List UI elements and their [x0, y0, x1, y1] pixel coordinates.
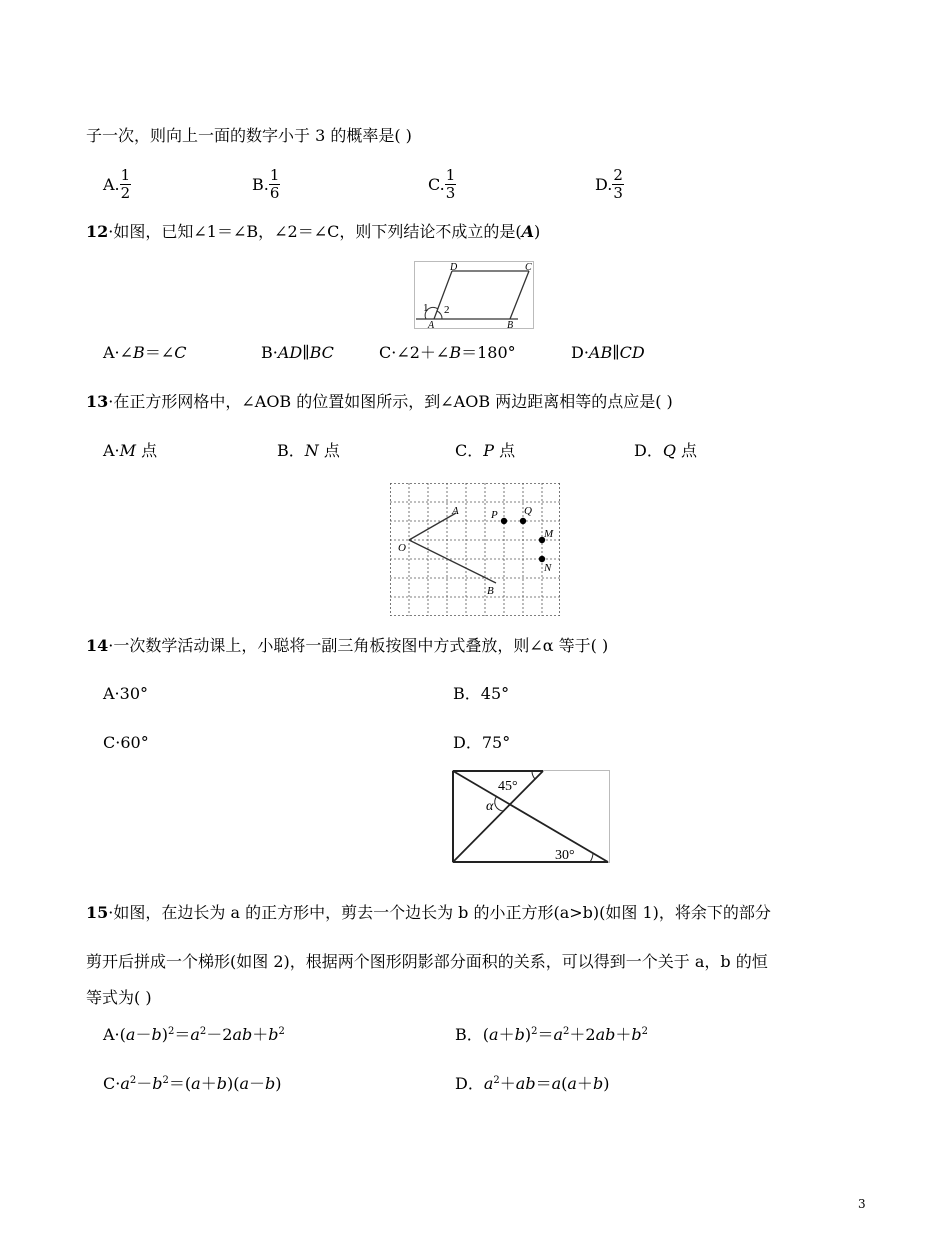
q14-triangles-figure [452, 770, 610, 863]
q13-option-c: C．P 点 [455, 441, 516, 460]
svg-text:O: O [398, 542, 406, 554]
q15-option-b: B．$(a+b)^2=a^2+2ab+b^2$ [455, 1025, 648, 1044]
q14-option-b: B．45° [453, 684, 510, 703]
q14-option-a: A·30° [103, 684, 148, 703]
svg-text:30°: 30° [555, 848, 575, 863]
q15-option-a: $A\cdot(a-b)^2=a^2-2ab+b^2$ [103, 1025, 285, 1044]
page-number: 3 [858, 1197, 866, 1211]
q11-option-d: D. $\frac{2}{3}$ [595, 165, 623, 202]
q14-option-c: C·60° [103, 733, 149, 752]
svg-text:A: A [428, 320, 435, 331]
svg-text:N: N [544, 562, 552, 574]
q15-option-c: $C\cdot a^2-b^2=(a+b)(a-b)$ [103, 1074, 282, 1093]
q12-stem: 12·如图，已知∠1＝∠B，∠2＝∠C，则下列结论不成立的是(A) [86, 222, 541, 241]
q15-stem-line2: 剪开后拼成一个梯形(如图 2)，根据两个图形阴影部分面积的关系，可以得到一个关于 a，b 的恒 [86, 952, 768, 971]
q15-stem-line3: 等式为( ) [86, 988, 152, 1007]
q12-option-a: A·∠B＝∠C [103, 343, 187, 362]
svg-text:45°: 45° [498, 779, 518, 794]
q15-stem-line1: 15·如图，在边长为 a 的正方形中，剪去一个边长为 b 的小正方形(a>b)(如图 1)，将余下的部分 [86, 903, 771, 922]
q11-option-c: C. $\frac{1}{3}$ [428, 165, 456, 202]
svg-text:M: M [544, 528, 554, 540]
q12-option-d: D·AB∥CD [571, 343, 645, 362]
svg-text:1: 1 [423, 302, 429, 314]
svg-text:C: C [525, 262, 532, 273]
q11-stem: 子一次，则向上一面的数字小于 3 的概率是( ) [86, 126, 412, 145]
q13-stem: 13·在正方形网格中，∠AOB 的位置如图所示，到∠AOB 两边距离相等的点应是( ) [86, 392, 673, 411]
svg-text:D: D [450, 262, 458, 273]
q14-option-d: D．75° [453, 733, 511, 752]
q13-option-a: A·M 点 [103, 441, 158, 460]
q13-grid-figure [390, 483, 560, 616]
q14-stem: 14·一次数学活动课上，小聪将一副三角板按图中方式叠放，则∠α 等于( ) [86, 636, 609, 655]
q13-option-d: D．Q 点 [634, 441, 698, 460]
svg-text:B: B [507, 320, 514, 331]
svg-text:2: 2 [444, 304, 450, 316]
svg-text:B: B [487, 585, 494, 597]
q15-option-d: D．$a^2+ab=a(a+b)$ [455, 1074, 610, 1093]
q11-option-b: B. $\frac{1}{6}$ [252, 165, 280, 202]
q13-option-b: B．N 点 [277, 441, 340, 460]
q12-parallelogram-figure [414, 261, 534, 329]
q12-option-c: C·∠2＋∠B＝180° [379, 343, 516, 362]
svg-text:α: α [486, 799, 494, 814]
svg-text:P: P [491, 509, 498, 521]
q11-option-a: A. $\frac{1}{2}$ [103, 165, 131, 202]
svg-text:A: A [452, 505, 459, 517]
svg-text:Q: Q [524, 505, 532, 517]
q12-option-b: B·AD∥BC [261, 343, 334, 362]
